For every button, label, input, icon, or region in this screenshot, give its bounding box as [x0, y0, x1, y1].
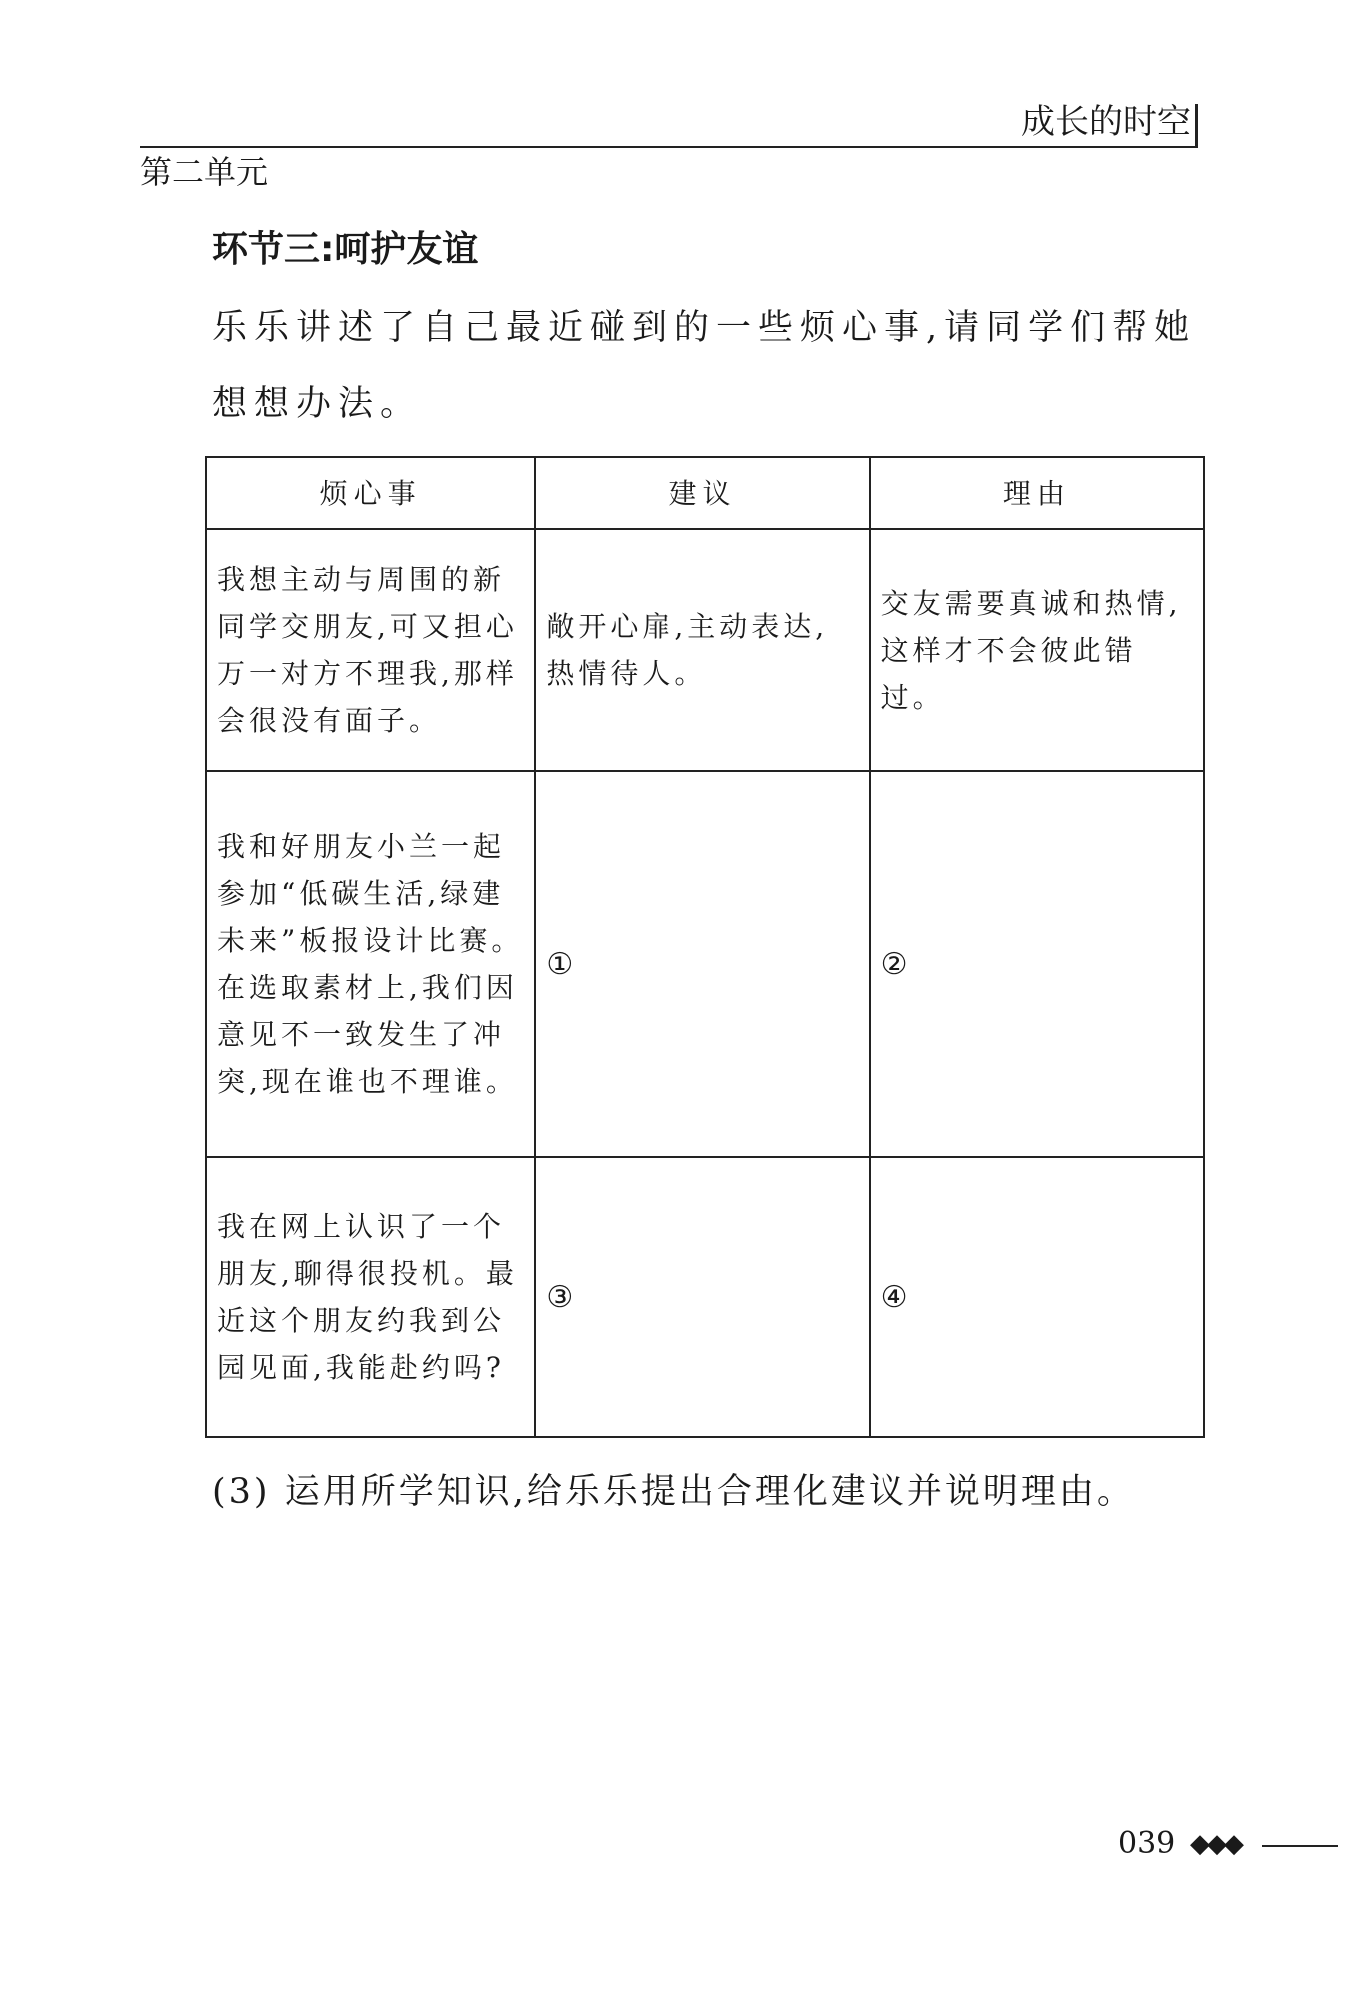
suggestion-blank-3: ③ [535, 1157, 869, 1437]
table-row [206, 529, 1204, 771]
header-suggestion: 建议 [535, 457, 869, 529]
worry-cell: 我想主动与周围的新同学交朋友,可又担心万一对方不理我,那样会很没有面子。 [206, 529, 535, 771]
suggestion-blank-1: ① [535, 771, 869, 1157]
table-row [206, 771, 1204, 1157]
reason-blank-2: ② [870, 771, 1204, 1157]
suggestion-cell: 敞开心扉,主动表达,热情待人。 [535, 529, 869, 771]
header-worry: 烦心事 [206, 457, 535, 529]
footer-rule [1262, 1845, 1338, 1847]
section-title: 环节三:呵护友谊 [212, 229, 479, 270]
table-header-row [206, 457, 1204, 529]
section-intro: 乐乐讲述了自己最近碰到的一些烦心事,请同学们帮她想想办法。 [212, 308, 1197, 424]
reason-blank-4: ④ [870, 1157, 1204, 1437]
page-number: 039 [1118, 1826, 1176, 1861]
reason-cell: 交友需要真诚和热情,这样才不会彼此错过。 [870, 529, 1204, 771]
header-reason: 理由 [870, 457, 1204, 529]
diamond-ornament-icon: ◆◆◆ [1190, 1829, 1241, 1859]
question-3: (3) 运用所学知识,给乐乐提出合理化建议并说明理由。 [212, 1472, 1135, 1512]
unit-label: 第二单元 [140, 153, 269, 191]
table-row [206, 1157, 1204, 1437]
worry-cell: 我和好朋友小兰一起参加“低碳生活,绿建未来”板报设计比赛。在选取素材上,我们因意见不一致发生了冲突,现在谁也不理谁。 [206, 771, 535, 1157]
header-rule [140, 146, 1195, 148]
worries-table [205, 456, 1205, 1438]
worry-cell: 我在网上认识了一个朋友,聊得很投机。最近这个朋友约我到公园见面,我能赴约吗? [206, 1157, 535, 1437]
header-title: 成长的时空 [1021, 102, 1191, 142]
header-vertical-bar [1195, 104, 1198, 148]
